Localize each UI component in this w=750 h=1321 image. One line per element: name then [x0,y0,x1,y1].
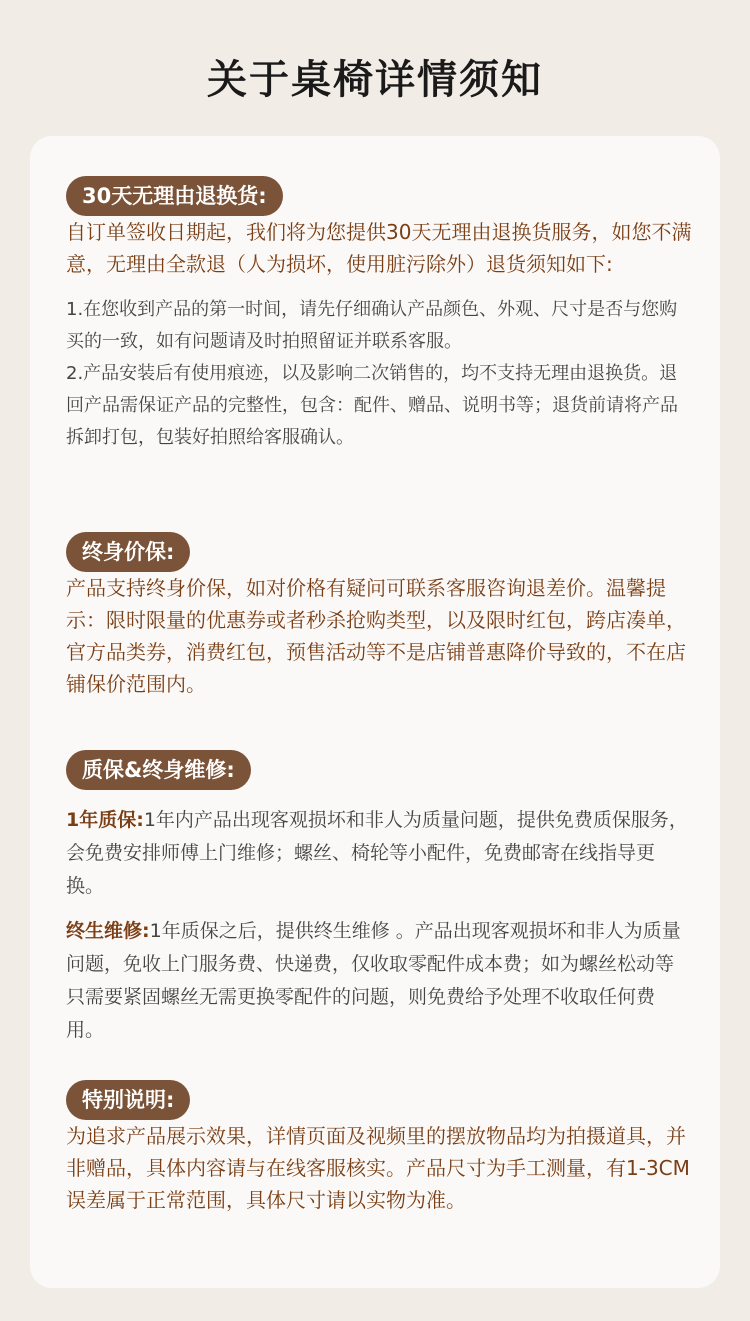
section-heading-special: 特别说明: [66,1080,190,1120]
section-return [66,176,692,454]
section-heading-warranty: 质保&终身维修: [66,750,251,790]
page-title: 关于桌椅详情须知 [207,57,543,103]
warranty-paragraph-1 [66,804,692,903]
warranty-key-2: 终生维修: [66,920,150,942]
return-lead: 自订单签收日期起，我们将为您提供30天无理由退换货服务，如您不满意，无理由全款退（人为损坏，使用脏污除外）退货须知如下: [66,220,692,276]
warranty-paragraph-2 [66,915,692,1047]
special-lead: 为追求产品展示效果，详情页面及视频里的摆放物品均为拍摄道具，并非赠品，具体内容请与在线客服核实。产品尺寸为手工测量，有1-3CM误差属于正常范围，具体尺寸请以实物为准。 [66,1124,690,1212]
warranty-text-2: 1年质保之后，提供终生维修 。产品出现客观损坏和非人为质量问题，免收上门服务费、快递费，仅收取零配件成本费；如为螺丝松动等只需要紧固螺丝无需更换零配件的问题，则免费给予处理不收取任何费用。 [66,920,681,1041]
notice-card [30,136,720,1288]
section-special [66,1080,692,1216]
section-warranty [66,750,692,1047]
warranty-key-1: 1年质保: [66,809,144,831]
warranty-text-1: 1年内产品出现客观损坏和非人为质量问题，提供免费质保服务，会免费安排师傅上门维修；螺丝、椅轮等小配件，免费邮寄在线指导更换。 [66,809,688,897]
section-heading-price: 终身价保: [66,532,190,572]
return-item-1: 1.在您收到产品的第一时间，请先仔细确认产品颜色、外观、尺寸是否与您购买的一致，如有问题请及时拍照留证并联系客服。 [66,299,678,352]
price-lead: 产品支持终身价保，如对价格有疑问可联系客服咨询退差价。温馨提示：限时限量的优惠券或者秒杀抢购类型，以及限时红包，跨店凑单，官方品类券，消费红包，预售活动等不是店铺普惠降价导致的，不在店铺保价范围内。 [66,576,686,696]
section-heading-return: 30天无理由退换货: [66,176,283,216]
section-price [66,532,692,700]
return-item-2: 2.产品安装后有使用痕迹，以及影响二次销售的，均不支持无理由退换货。退回产品需保证产品的完整性，包含：配件、赠品、说明书等；退货前请将产品拆卸打包，包装好拍照给客服确认。 [66,363,678,448]
